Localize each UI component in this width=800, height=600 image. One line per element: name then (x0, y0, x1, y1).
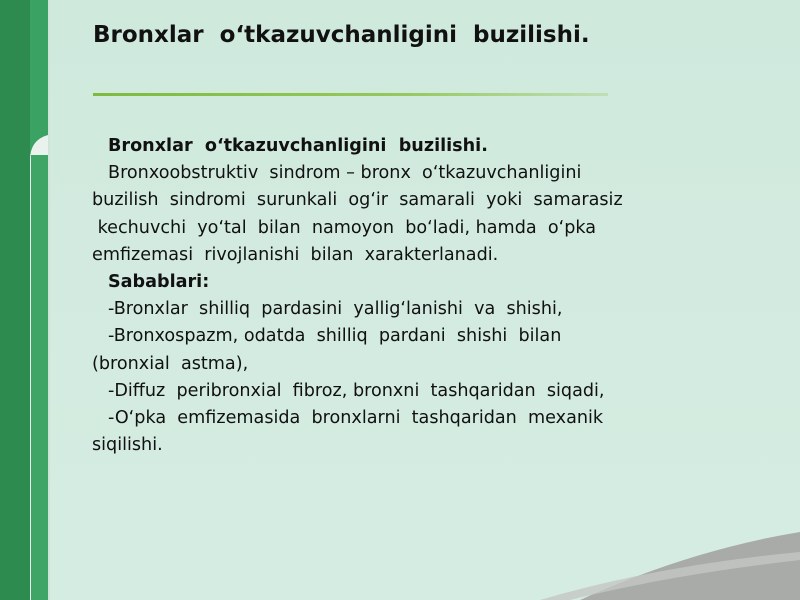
slide-title: Bronxlar o‘tkazuvchanligini buzilishi. (93, 22, 590, 48)
cause-line: siqilishi. (92, 435, 163, 456)
cause-line: -O‘pka emfizemasida bronxlarni tashqaridan mexanik (108, 408, 604, 429)
cause-line: -Bronxospazm, odatda shilliq pardani shishi bilan (108, 326, 562, 347)
causes-heading: Sabablari: (108, 272, 210, 293)
corner-swoosh (540, 530, 800, 600)
definition-line: buzilish sindromi surunkali og‘ir samarali yoki samarasiz (92, 190, 623, 211)
body-heading: Bronxlar o‘tkazuvchanligini buzilishi. (108, 136, 488, 156)
title-underline (93, 93, 608, 96)
left-decorative-strip (0, 0, 50, 600)
slide-body (92, 133, 732, 459)
definition-line: kechuvchi yo‘tal bilan namoyon bo‘ladi, hamda o‘pka (92, 217, 597, 238)
cause-line: -Diffuz peribronxial fibroz, bronxni tashqaridan siqadi, (108, 380, 605, 401)
definition-line: Bronxoobstruktiv sindrom – bronx o‘tkazuvchanligini (108, 163, 582, 184)
cause-line: -Bronxlar shilliq pardasini yallig‘lanishi va shishi, (108, 299, 563, 320)
definition-line: emfizemasi rivojlanishi bilan xarakterlanadi. (92, 244, 499, 265)
cause-line: (bronxial astma), (92, 353, 249, 374)
